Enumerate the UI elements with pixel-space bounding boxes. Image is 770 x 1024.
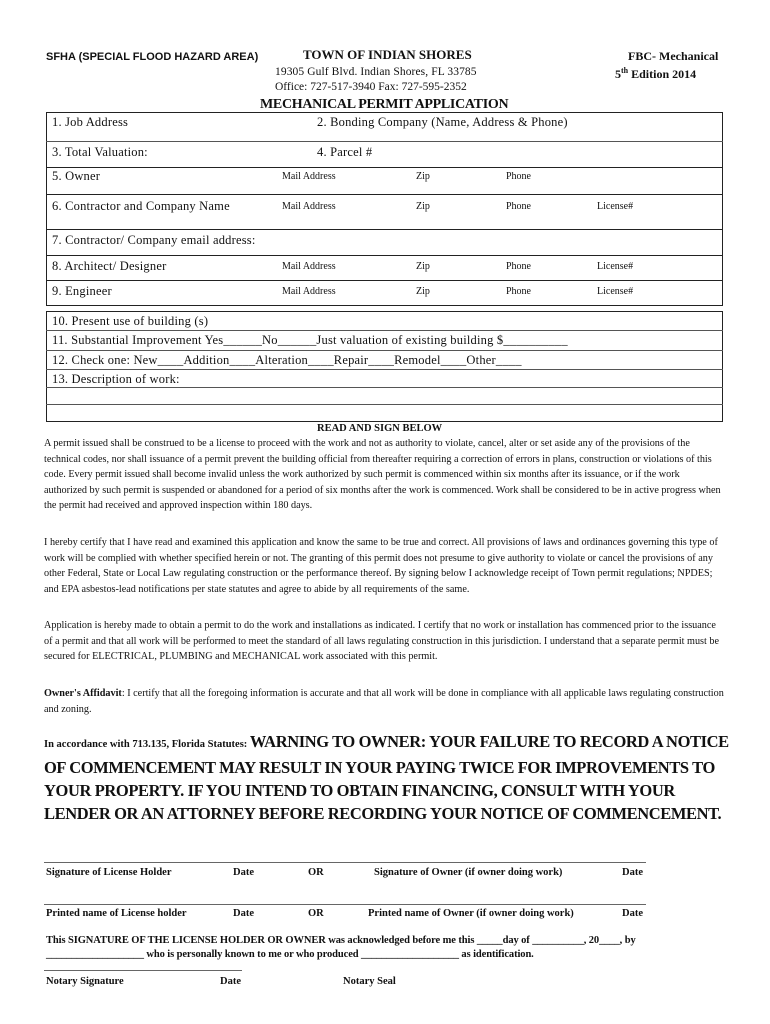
row-divider: [46, 330, 723, 331]
code-label: FBC- Mechanical: [628, 49, 719, 63]
row-divider: [46, 387, 723, 388]
notary-seal-label: Notary Seal: [343, 976, 396, 987]
edition-text: Edition 2014: [628, 67, 697, 81]
town-phone: Office: 727-517-3940 Fax: 727-595-2352: [275, 81, 467, 93]
engineer-mail-address[interactable]: Mail Address: [282, 286, 336, 297]
edition-number: 5: [615, 67, 621, 81]
owner-signature-label: Signature of Owner (if owner doing work): [374, 867, 563, 878]
check-one-field[interactable]: 12. Check one: New____Addition____Alteration____Repair____Remodel____Other____: [52, 353, 522, 367]
license-holder-signature-label: Signature of License Holder: [46, 867, 172, 878]
parcel-field[interactable]: 4. Parcel #: [317, 145, 373, 159]
town-address: 19305 Gulf Blvd. Indian Shores, FL 33785: [275, 66, 477, 78]
warning-lead: In accordance with 713.135, Florida Statutes:: [44, 739, 250, 750]
row-divider: [46, 141, 723, 142]
owner-row: [46, 167, 723, 195]
edition-label: [615, 66, 696, 82]
row-divider: [46, 404, 723, 405]
architect-license[interactable]: License#: [597, 261, 634, 272]
certify-paragraph: I hereby certify that I have read and examined this application and know the same to be true and correct. All provisions of laws and ordinances governing this type of work will be complied with whether specified herein or not. The granting of this permit does not presume to give authority to violate or cancel the provisions of any other Federal, State or Local Law regulating construction or the performance thereof. By signing below I acknowledge receipt of Town permit regulations; NPDES; and EPA asbestos-lead notifications per state statutes and agree to abide by all requirements of the same.: [44, 537, 718, 595]
notary-date-label: Date: [220, 976, 241, 987]
date-label: Date: [233, 908, 254, 919]
architect-zip[interactable]: Zip: [416, 261, 430, 272]
engineer-license[interactable]: License#: [597, 286, 634, 297]
substantial-improvement-field[interactable]: 11. Substantial Improvement Yes______No______Just valuation of existing building $__________: [52, 333, 568, 347]
permit-paragraph: A permit issued shall be construed to be a license to proceed with the work and not as authority to violate, cancel, alter or set aside any of the provisions of the technical codes, nor shall issuance of a permit prevent the building official from thereafter requiring a correction of errors in plans, construction or violations of this code. Every permit issued shall become invalid unless the work authorized by such permit is commenced within six months after its issuance, or if the work authorized by such permit is suspended or abandoned for a period of six months after the work is commenced. Work shall be considered to be in active progress when the permit had received and approved inspection within 180 days.: [44, 438, 721, 511]
engineer-field[interactable]: 9. Engineer: [52, 284, 112, 298]
printed-name-line[interactable]: [44, 904, 646, 905]
date-label: Date: [622, 867, 643, 878]
affidavit-text: : I certify that all the foregoing information is accurate and that all work will be done in compliance with all applicable laws regulating construction and zoning.: [44, 688, 724, 715]
contractor-phone[interactable]: Phone: [506, 201, 531, 212]
warning-text: WARNING TO OWNER: YOUR FAILURE TO RECORD A NOTICE OF COMMENCEMENT MAY RESULT IN YOUR PAYING TWICE FOR IMPROVEMENTS TO YOUR PROPERTY. IF YOU INTEND TO OBTAIN FINANCING, CONSULT WITH YOUR LENDER OR AN ATTORNEY BEFORE RECORDING YOUR NOTICE OF COMMENCEMENT.: [44, 732, 729, 823]
engineer-phone[interactable]: Phone: [506, 286, 531, 297]
architect-field[interactable]: 8. Architect/ Designer: [52, 259, 167, 273]
contractor-zip[interactable]: Zip: [416, 201, 430, 212]
architect-mail-address[interactable]: Mail Address: [282, 261, 336, 272]
affidavit-paragraph: [44, 686, 724, 717]
notary-signature-label: Notary Signature: [46, 976, 124, 987]
present-use-field[interactable]: 10. Present use of building (s): [52, 314, 209, 328]
application-paragraph: Application is hereby made to obtain a permit to do the work and installations as indicated. I certify that no work or installation has commenced prior to the issuance of a permit and that all work will be performed to meet the standard of all laws regulating construction in this jurisdiction. I understand that a separate permit must be secured for ELECTRICAL, PLUMBING and MECHANICAL work associated with this permit.: [44, 620, 720, 662]
date-label: Date: [622, 908, 643, 919]
contractor-email-field[interactable]: 7. Contractor/ Company email address:: [52, 233, 256, 247]
form-title: MECHANICAL PERMIT APPLICATION: [260, 97, 509, 112]
date-label: Date: [233, 867, 254, 878]
description-field[interactable]: 13. Description of work:: [52, 372, 180, 386]
town-name: TOWN OF INDIAN SHORES: [303, 47, 472, 62]
total-valuation-field[interactable]: 3. Total Valuation:: [52, 145, 148, 159]
warning-block: [44, 730, 734, 825]
edition-suffix: th: [621, 66, 629, 75]
signature-line[interactable]: [44, 862, 646, 863]
owner-zip[interactable]: Zip: [416, 171, 430, 182]
contractor-mail-address[interactable]: Mail Address: [282, 201, 336, 212]
row-divider: [46, 369, 723, 370]
owner-phone[interactable]: Phone: [506, 171, 531, 182]
job-address-field[interactable]: 1. Job Address: [52, 115, 129, 129]
owner-field[interactable]: 5. Owner: [52, 169, 101, 183]
owner-printed-label: Printed name of Owner (if owner doing work): [368, 908, 574, 919]
affidavit-label: Owner's Affidavit: [44, 688, 122, 699]
license-holder-printed-label: Printed name of License holder: [46, 908, 187, 919]
owner-mail-address[interactable]: Mail Address: [282, 171, 336, 182]
acknowledgement-line-1: This SIGNATURE OF THE LICENSE HOLDER OR OWNER was acknowledged before me this _____day of __________, 20____, by: [46, 935, 636, 946]
architect-phone[interactable]: Phone: [506, 261, 531, 272]
sfha-label: SFHA (SPECIAL FLOOD HAZARD AREA): [46, 51, 259, 63]
or-label: OR: [308, 908, 324, 919]
read-sign-heading: READ AND SIGN BELOW: [317, 423, 443, 434]
notary-signature-line[interactable]: [44, 970, 242, 971]
contractor-license[interactable]: License#: [597, 201, 634, 212]
contractor-field[interactable]: 6. Contractor and Company Name: [52, 199, 230, 213]
bonding-company-field[interactable]: 2. Bonding Company (Name, Address & Phone): [317, 115, 568, 129]
engineer-zip[interactable]: Zip: [416, 286, 430, 297]
acknowledgement-line-2: ___________________ who is personally known to me or who produced ___________________ as identification.: [46, 949, 534, 960]
or-label: OR: [308, 867, 324, 878]
row-divider: [46, 350, 723, 351]
